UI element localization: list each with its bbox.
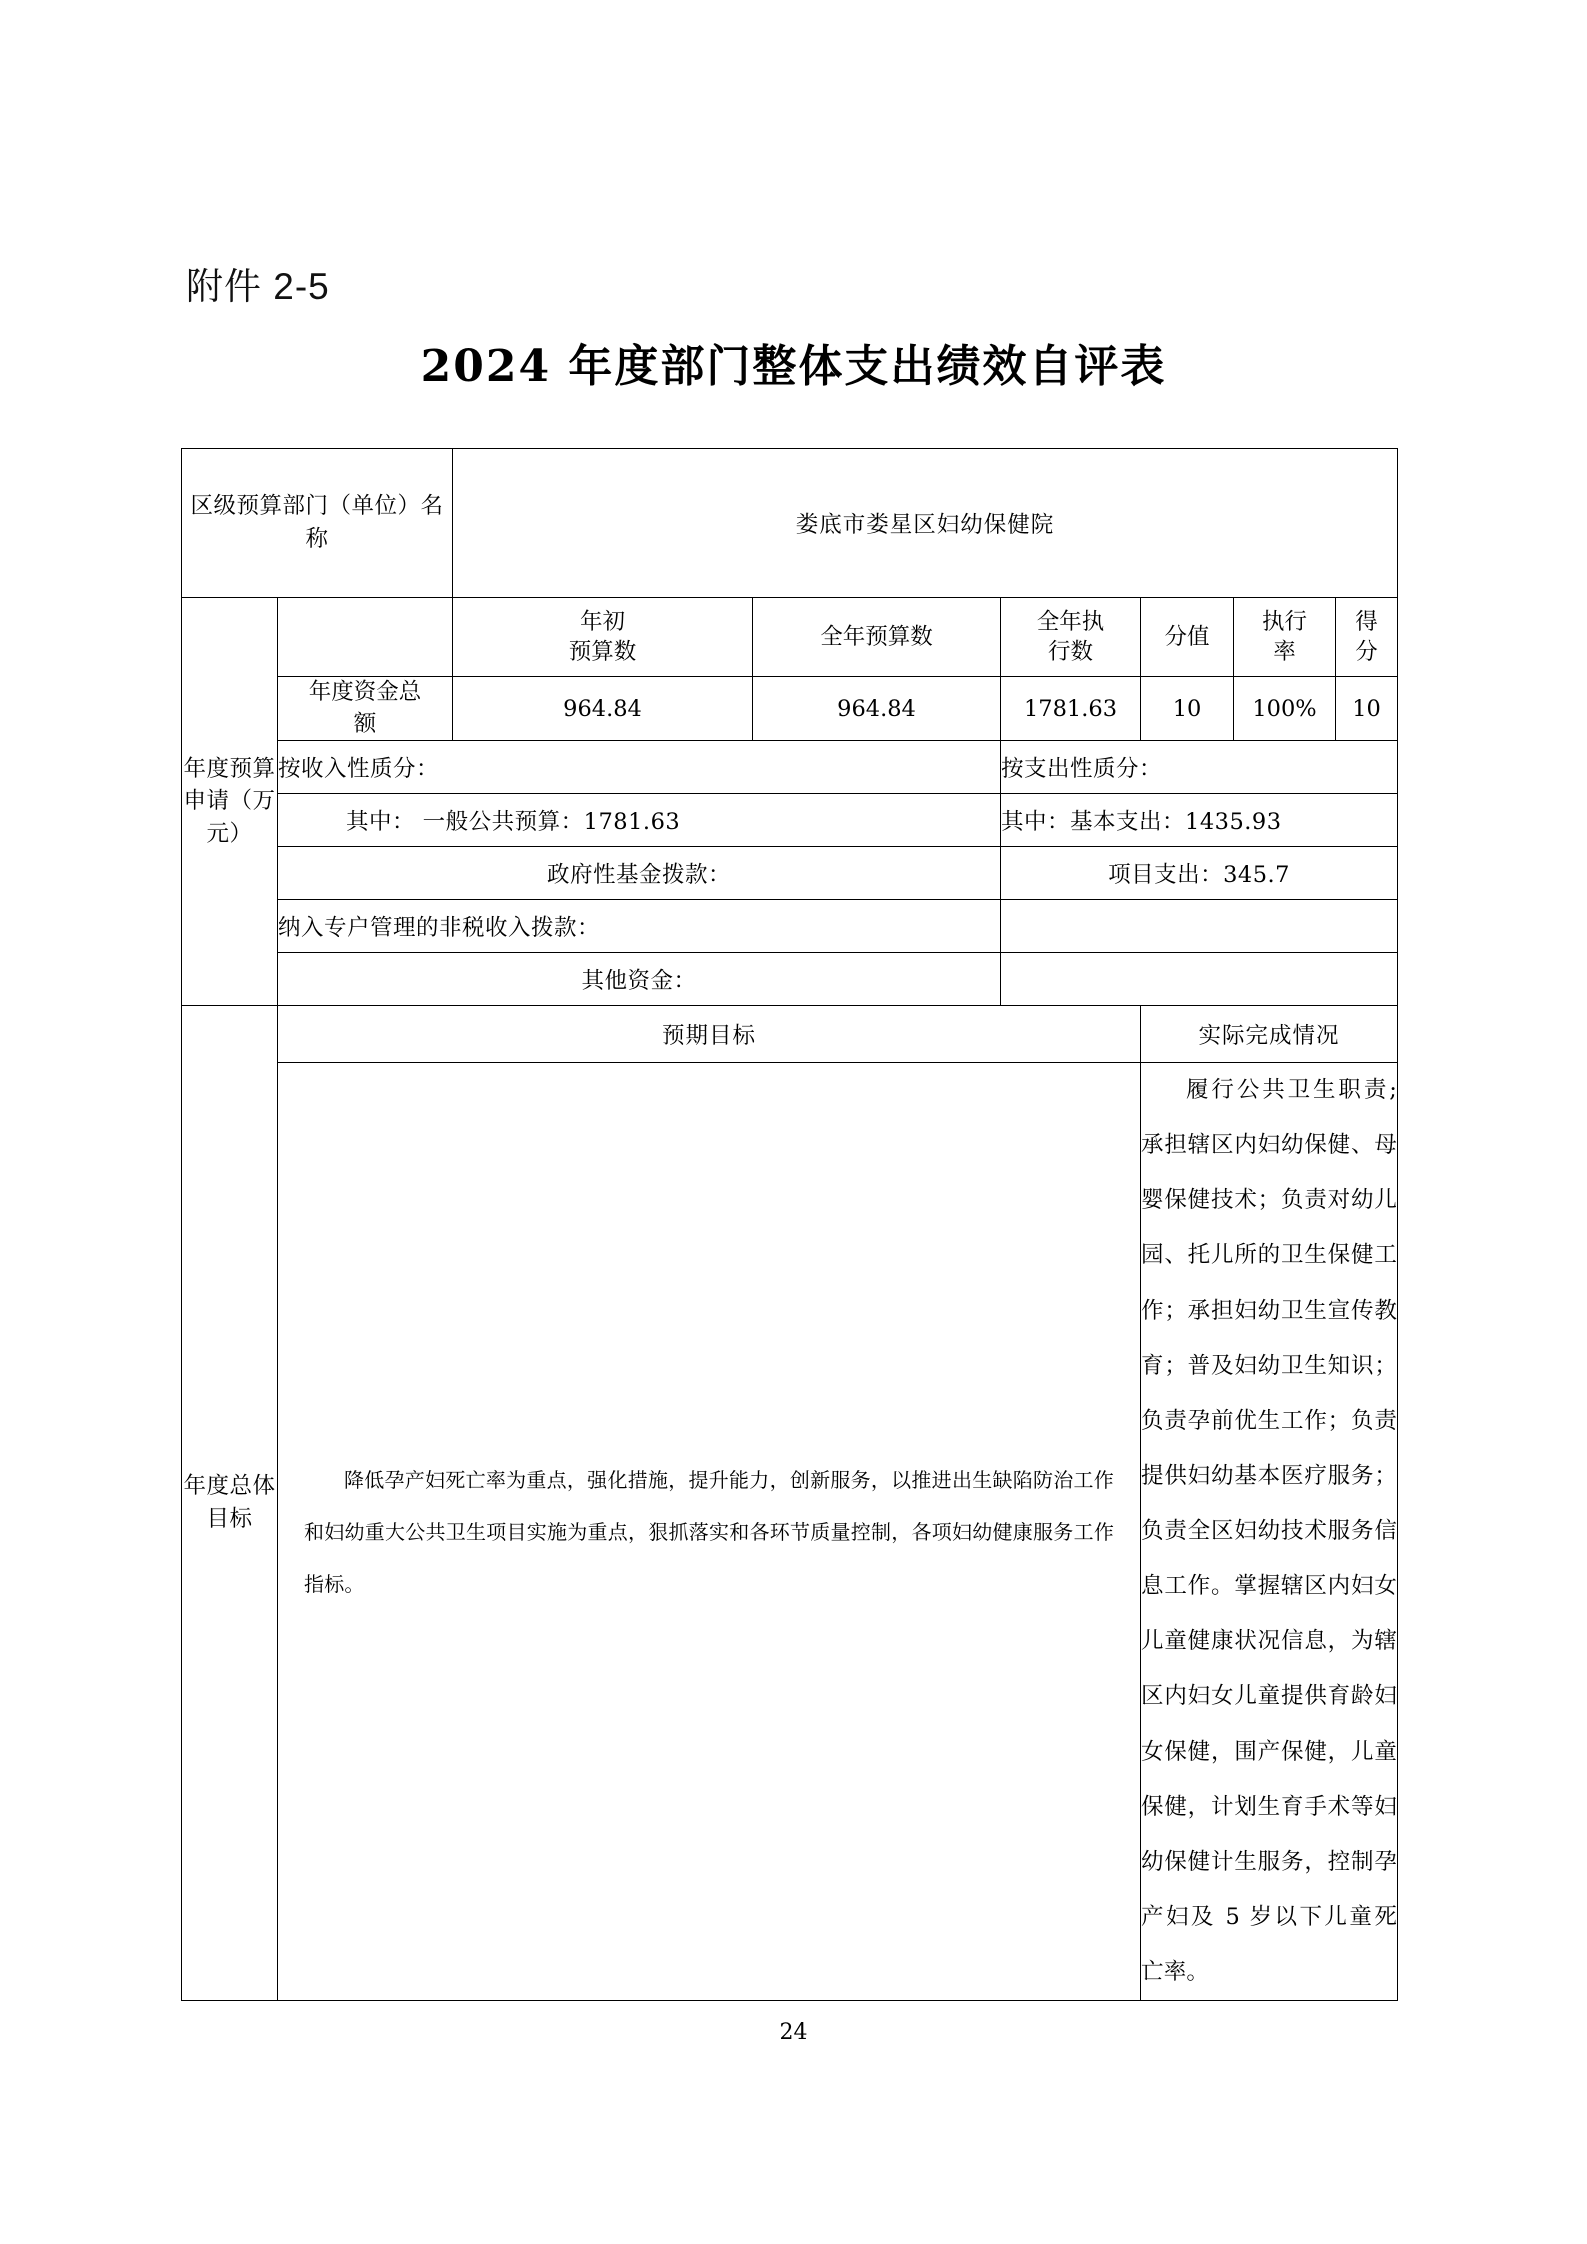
budget-header-score — [1336, 598, 1398, 677]
income-item-nontax-revenue: 纳入专户管理的非税收入拨款： — [278, 900, 1001, 953]
unit-name-value: 娄底市娄星区妇幼保健院 — [453, 449, 1398, 598]
page-number: 24 — [779, 2020, 808, 2045]
budget-header-score-line1: 得 — [1355, 608, 1378, 635]
goal-expected-text-cell — [278, 1063, 1141, 2001]
value-score: 10 — [1336, 677, 1398, 741]
budget-header-execution-rate — [1234, 598, 1336, 677]
budget-header-score-line2: 分 — [1355, 639, 1378, 665]
goals-section-label: 年度总体目标 — [182, 1006, 278, 2001]
expense-item-basic-expenditure: 其中：基本支出：1435.93 — [1001, 794, 1398, 847]
budget-header-executed-line1: 全年执 — [1036, 608, 1105, 635]
goal-expected-text: 降低孕产妇死亡率为重点，强化措施，提升能力，创新服务，以推进出生缺陷防治工作和妇幼重大公共卫生项目实施为重点，狠抓落实和各环节质量控制，各项妇幼健康服务工作指标。 — [304, 1467, 1115, 1596]
budget-header-begin — [453, 598, 753, 677]
table-row-total-amount — [182, 677, 1398, 741]
budget-header-blank — [278, 598, 453, 677]
goal-actual-text-cell — [1141, 1063, 1398, 2001]
budget-section-label: 年度预算申请（万元） — [182, 598, 278, 1006]
table-row-nature-4 — [182, 953, 1398, 1006]
table-row-budget-header — [182, 598, 1398, 677]
table-row-nature-2 — [182, 847, 1398, 900]
table-row-nature-3 — [182, 900, 1398, 953]
table-row-goal-headers — [182, 1006, 1398, 1063]
income-item-government-fund: 政府性基金拨款： — [278, 847, 1001, 900]
income-item-other-funds: 其他资金： — [278, 953, 1001, 1006]
total-amount-label-line2: 额 — [353, 710, 377, 737]
goal-actual-text: 履行公共卫生职责;承担辖区内妇幼保健、母婴保健技术；负责对幼儿园、托儿所的卫生保健工作；承担妇幼卫生宣传教育；普及妇幼卫生知识；负责孕前优生工作；负责提供妇幼基本医疗服务；负责全区妇幼技术服务信息工作。掌握辖区内妇女儿童健康状况信息，为辖区内妇女儿童提供育龄妇女保健，围产保健，儿童保健，计划生育手术等妇幼保健计生服务，控制孕产妇及 5 岁以下儿童死亡率。 — [1141, 1077, 1398, 1985]
total-amount-label-line1: 年度资金总 — [308, 679, 422, 705]
performance-evaluation-table — [181, 448, 1398, 2001]
value-annual-executed: 1781.63 — [1001, 677, 1141, 741]
budget-header-rate-line1: 执行 — [1262, 608, 1308, 635]
attachment-label: 附件 2-5 — [186, 266, 330, 307]
value-annual-budget: 964.84 — [753, 677, 1001, 741]
budget-header-score-value: 分值 — [1141, 598, 1234, 677]
table-row-goal-content — [182, 1063, 1398, 2001]
goal-header-expected: 预期目标 — [278, 1006, 1141, 1063]
page-title: 2024 年度部门整体支出绩效自评表 — [420, 341, 1167, 392]
budget-header-begin-line1: 年初 — [580, 608, 626, 635]
expense-item-blank-2 — [1001, 953, 1398, 1006]
value-begin-budget: 964.84 — [453, 677, 753, 741]
income-item-general-public-budget: 其中： 一般公共预算：1781.63 — [278, 794, 1001, 847]
income-nature-header: 按收入性质分： — [278, 741, 1001, 794]
budget-header-annual: 全年预算数 — [753, 598, 1001, 677]
expense-item-blank-1 — [1001, 900, 1398, 953]
table-row-unit — [182, 449, 1398, 598]
table-row-nature-1 — [182, 794, 1398, 847]
expense-item-project-expenditure: 项目支出：345.7 — [1001, 847, 1398, 900]
total-amount-label — [278, 677, 453, 741]
expense-nature-header: 按支出性质分： — [1001, 741, 1398, 794]
budget-header-rate-line2: 率 — [1273, 639, 1296, 665]
unit-name-label: 区级预算部门（单位）名称 — [182, 449, 453, 598]
budget-header-begin-line2: 预算数 — [568, 639, 637, 665]
goal-header-actual: 实际完成情况 — [1141, 1006, 1398, 1063]
table-row-nature-headers — [182, 741, 1398, 794]
value-execution-rate: 100% — [1234, 677, 1336, 741]
budget-header-executed-line2: 行数 — [1048, 639, 1094, 665]
value-score-value: 10 — [1141, 677, 1234, 741]
budget-header-executed — [1001, 598, 1141, 677]
